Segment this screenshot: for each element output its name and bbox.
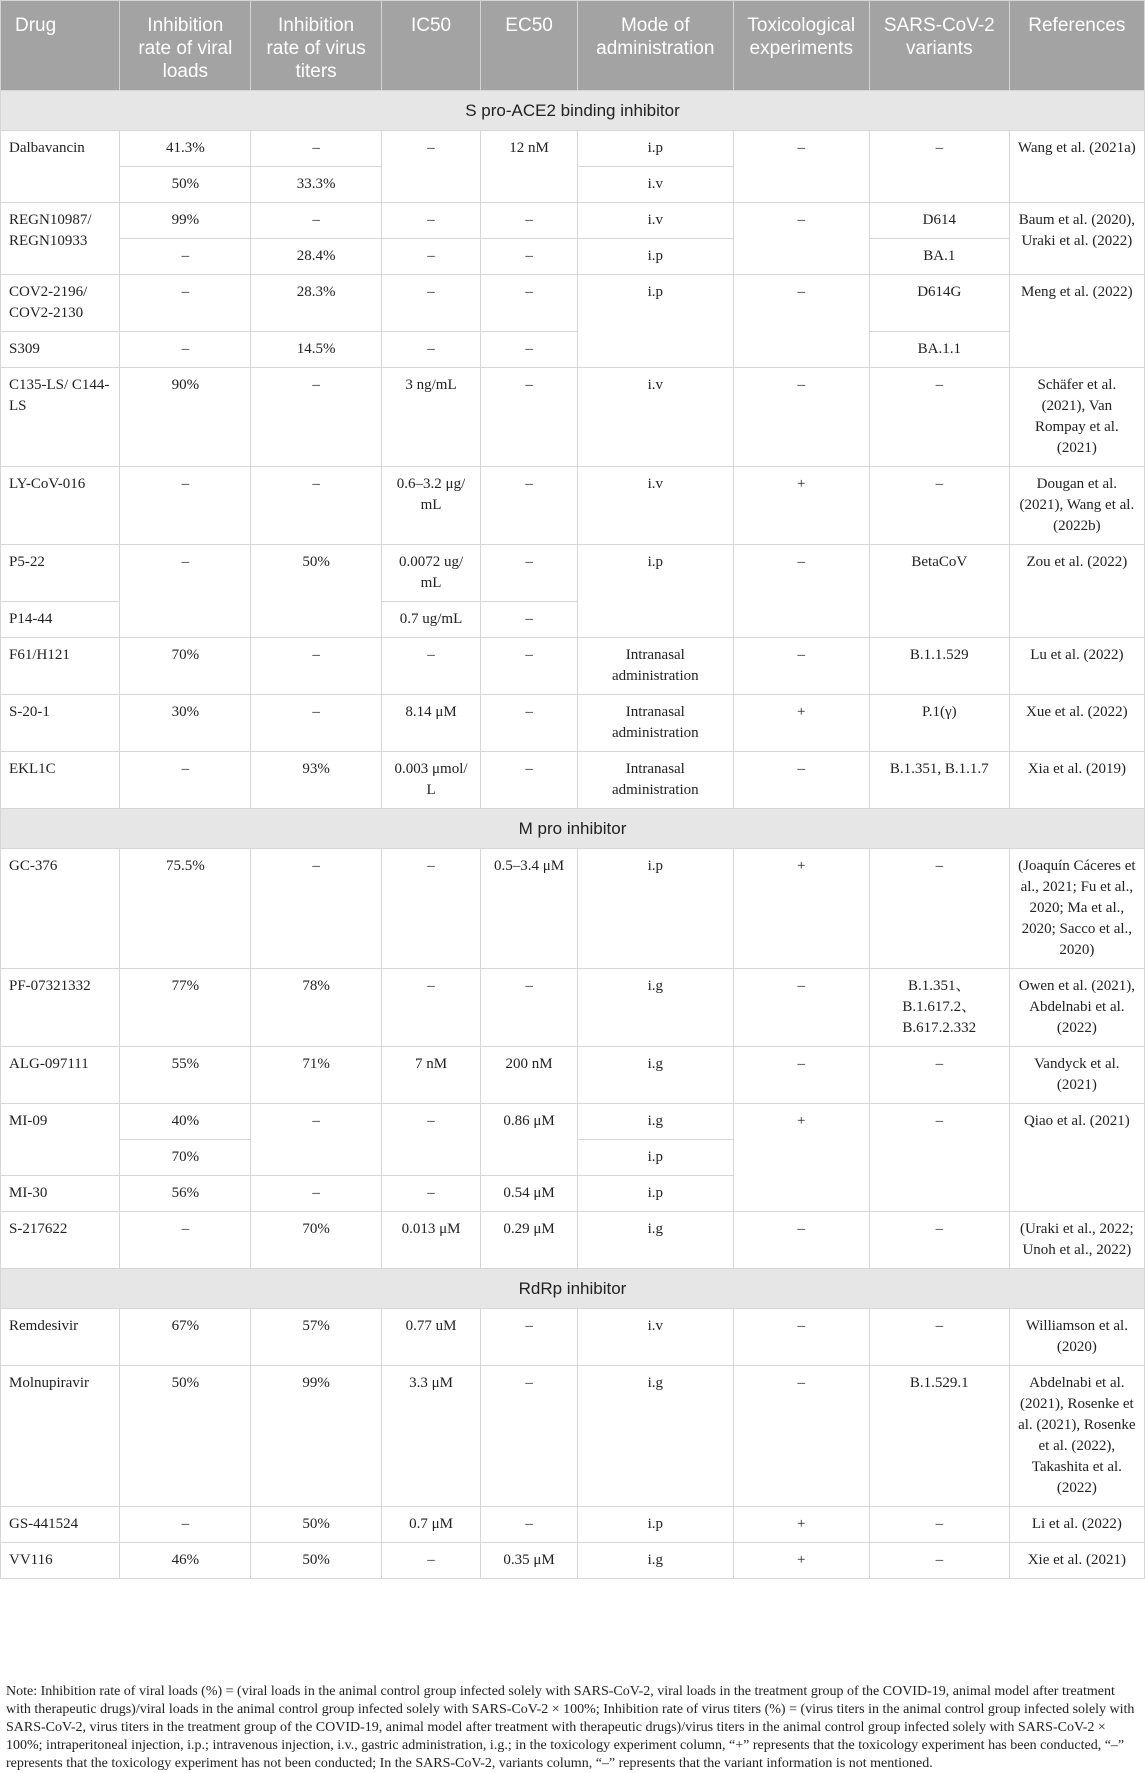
table-row	[1, 467, 1145, 545]
reference-cell: Baum et al. (2020), Uraki et al. (2022)	[1009, 203, 1144, 275]
table-row	[1, 752, 1145, 809]
ic50-cell: 0.6–3.2 μg/ mL	[381, 467, 480, 545]
table-row	[1, 849, 1145, 969]
section-row	[1, 809, 1145, 849]
tox-cell: –	[733, 969, 869, 1047]
ec50-cell: 0.5–3.4 μM	[481, 849, 578, 969]
table-footnote: Note: Inhibition rate of viral loads (%) = (viral loads in the animal control group infected solely with SARS-CoV-2, viral loads in the treatment group of the COVID-19, animal model after treatment with therapeutic drugs)/viral loads in the animal control group infected solely with SARS-CoV-2 × 100%; Inhibition rate of virus titers (%) = (virus titers in the animal control group infected solely with SARS-CoV-2, virus titers in the treatment group of the COVID-19, animal model after treatment with therapeutic drugs)/virus titers in the animal control group infected solely with SARS-CoV-2 × 100%; intraperitoneal injection, i.p.; intravenous injection, i.v., gastric administration, i.g.; in the toxicology experiment column, “+” represents that the toxicology experiment has been conducted, “–” represents that the toxicology experiment has not been conducted; In the SARS-CoV-2, variants column, “–” represents that the variant information is not mentioned.	[6, 1684, 1135, 1771]
titers-cell: 28.4%	[251, 239, 382, 275]
ec50-cell: –	[481, 602, 578, 638]
ic50-cell: –	[381, 203, 480, 239]
header-row	[1, 1, 1145, 91]
variants-cell: B.1.529.1	[869, 1366, 1009, 1507]
titers-cell: 33.3%	[251, 167, 382, 203]
variants-cell: –	[869, 1104, 1009, 1212]
viral-cell: 55%	[120, 1047, 251, 1104]
table-row	[1, 131, 1145, 167]
col-header-references: References	[1009, 1, 1144, 91]
titers-cell: –	[251, 467, 382, 545]
ic50-cell: –	[381, 849, 480, 969]
ic50-cell: –	[381, 638, 480, 695]
titers-cell: 78%	[251, 969, 382, 1047]
col-header-ec50: EC50	[481, 1, 578, 91]
viral-cell: –	[120, 1507, 251, 1543]
section-row	[1, 1269, 1145, 1309]
reference-cell: Owen et al. (2021), Abdelnabi et al. (2022)	[1009, 969, 1144, 1047]
table-row	[1, 203, 1145, 239]
tox-cell: –	[733, 1047, 869, 1104]
table-row	[1, 332, 1145, 368]
variants-cell: –	[869, 467, 1009, 545]
viral-cell: –	[120, 545, 251, 638]
viral-cell: –	[120, 332, 251, 368]
variants-cell: –	[869, 849, 1009, 969]
tox-cell: –	[733, 1366, 869, 1507]
drug-cell: LY-CoV-016	[1, 467, 120, 545]
ic50-cell: 0.7 ug/mL	[381, 602, 480, 638]
tox-cell: –	[733, 752, 869, 809]
ic50-cell: 0.013 μM	[381, 1212, 480, 1269]
col-header-drug: Drug	[1, 1, 120, 91]
drug-cell: Dalbavancin	[1, 131, 120, 203]
ec50-cell: –	[481, 638, 578, 695]
table-row	[1, 1366, 1145, 1507]
tox-cell: +	[733, 1543, 869, 1579]
mode-cell: i.p	[578, 849, 734, 969]
viral-cell: 90%	[120, 368, 251, 467]
col-header-viral-loads: Inhibition rate of viral loads	[120, 1, 251, 91]
ic50-cell: 0.77 uM	[381, 1309, 480, 1366]
titers-cell: –	[251, 203, 382, 239]
drug-cell: Molnupiravir	[1, 1366, 120, 1507]
drug-cell: P14-44	[1, 602, 120, 638]
ec50-cell: 0.35 μM	[481, 1543, 578, 1579]
ic50-cell: –	[381, 969, 480, 1047]
ic50-cell: 7 nM	[381, 1047, 480, 1104]
variants-cell: D614	[869, 203, 1009, 239]
ic50-cell: 8.14 μM	[381, 695, 480, 752]
viral-cell: 70%	[120, 638, 251, 695]
ec50-cell: –	[481, 752, 578, 809]
mode-cell: i.g	[578, 1543, 734, 1579]
drug-cell: ALG-097111	[1, 1047, 120, 1104]
ec50-cell: –	[481, 467, 578, 545]
table-row	[1, 545, 1145, 602]
ec50-cell: –	[481, 1366, 578, 1507]
mode-cell: i.p	[578, 131, 734, 167]
variants-cell: P.1(γ)	[869, 695, 1009, 752]
ic50-cell: –	[381, 1176, 480, 1212]
drug-cell: MI-09	[1, 1104, 120, 1176]
tox-cell: +	[733, 1104, 869, 1212]
tox-cell: –	[733, 368, 869, 467]
mode-cell: i.p	[578, 1176, 734, 1212]
ic50-cell: 0.7 μM	[381, 1507, 480, 1543]
viral-cell: 30%	[120, 695, 251, 752]
titers-cell: –	[251, 1176, 382, 1212]
reference-cell: (Uraki et al., 2022; Unoh et al., 2022)	[1009, 1212, 1144, 1269]
viral-cell: –	[120, 1212, 251, 1269]
ec50-cell: 200 nM	[481, 1047, 578, 1104]
tox-cell: –	[733, 275, 869, 368]
variants-cell: BA.1	[869, 239, 1009, 275]
viral-cell: 77%	[120, 969, 251, 1047]
ec50-cell: –	[481, 368, 578, 467]
variants-cell: –	[869, 1507, 1009, 1543]
mode-cell: i.v	[578, 368, 734, 467]
mode-cell: i.p	[578, 1507, 734, 1543]
table-row	[1, 1047, 1145, 1104]
variants-cell: –	[869, 1047, 1009, 1104]
reference-cell: Li et al. (2022)	[1009, 1507, 1144, 1543]
viral-cell: 50%	[120, 167, 251, 203]
table-row	[1, 638, 1145, 695]
tox-cell: –	[733, 1212, 869, 1269]
table-row	[1, 1309, 1145, 1366]
reference-cell: Meng et al. (2022)	[1009, 275, 1144, 368]
mode-cell: i.v	[578, 1309, 734, 1366]
viral-cell: –	[120, 275, 251, 332]
titers-cell: –	[251, 638, 382, 695]
ic50-cell: –	[381, 239, 480, 275]
drug-cell: S309	[1, 332, 120, 368]
table-row	[1, 1543, 1145, 1579]
ic50-cell: –	[381, 131, 480, 203]
reference-cell: (Joaquín Cáceres et al., 2021; Fu et al., 2020; Ma et al., 2020; Sacco et al., 2020)	[1009, 849, 1144, 969]
mode-cell: Intranasal administration	[578, 638, 734, 695]
mode-cell: i.p	[578, 545, 734, 638]
reference-cell: Xie et al. (2021)	[1009, 1543, 1144, 1579]
ec50-cell: –	[481, 969, 578, 1047]
viral-cell: –	[120, 752, 251, 809]
ic50-cell: 3.3 μM	[381, 1366, 480, 1507]
mode-cell: Intranasal administration	[578, 752, 734, 809]
ec50-cell: 0.29 μM	[481, 1212, 578, 1269]
tox-cell: –	[733, 545, 869, 638]
tox-cell: –	[733, 1309, 869, 1366]
col-header-tox: Toxicological experiments	[733, 1, 869, 91]
viral-cell: 50%	[120, 1366, 251, 1507]
reference-cell: Zou et al. (2022)	[1009, 545, 1144, 638]
ec50-cell: 12 nM	[481, 131, 578, 203]
viral-cell: 70%	[120, 1140, 251, 1176]
ec50-cell: –	[481, 545, 578, 602]
drug-cell: S-217622	[1, 1212, 120, 1269]
titers-cell: –	[251, 1104, 382, 1176]
col-header-mode: Mode of administration	[578, 1, 734, 91]
viral-cell: 56%	[120, 1176, 251, 1212]
ic50-cell: –	[381, 275, 480, 332]
drug-cell: GC-376	[1, 849, 120, 969]
titers-cell: 57%	[251, 1309, 382, 1366]
col-header-virus-titers: Inhibition rate of virus titers	[251, 1, 382, 91]
tox-cell: –	[733, 638, 869, 695]
mode-cell: i.p	[578, 275, 734, 368]
drug-cell: S-20-1	[1, 695, 120, 752]
tox-cell: –	[733, 203, 869, 275]
titers-cell: 50%	[251, 545, 382, 638]
drug-cell: COV2-2196/ COV2-2130	[1, 275, 120, 332]
titers-cell: –	[251, 849, 382, 969]
ec50-cell: –	[481, 275, 578, 332]
reference-cell: Schäfer et al. (2021), Van Rompay et al. (2021)	[1009, 368, 1144, 467]
variants-cell: B.1.1.529	[869, 638, 1009, 695]
drug-cell: PF-07321332	[1, 969, 120, 1047]
variants-cell: –	[869, 1309, 1009, 1366]
table-row	[1, 1507, 1145, 1543]
ic50-cell: –	[381, 332, 480, 368]
section-title: M pro inhibitor	[1, 809, 1145, 849]
titers-cell: 70%	[251, 1212, 382, 1269]
section-title: RdRp inhibitor	[1, 1269, 1145, 1309]
reference-cell: Dougan et al. (2021), Wang et al. (2022b)	[1009, 467, 1144, 545]
ec50-cell: 0.54 μM	[481, 1176, 578, 1212]
table-row	[1, 1104, 1145, 1140]
mode-cell: i.g	[578, 969, 734, 1047]
mode-cell: i.g	[578, 1212, 734, 1269]
col-header-ic50: IC50	[381, 1, 480, 91]
tox-cell: +	[733, 695, 869, 752]
titers-cell: 99%	[251, 1366, 382, 1507]
drug-cell: VV116	[1, 1543, 120, 1579]
titers-cell: –	[251, 695, 382, 752]
viral-cell: –	[120, 467, 251, 545]
ec50-cell: –	[481, 332, 578, 368]
mode-cell: i.g	[578, 1366, 734, 1507]
ec50-cell: 0.86 μM	[481, 1104, 578, 1176]
reference-cell: Williamson et al. (2020)	[1009, 1309, 1144, 1366]
ec50-cell: –	[481, 203, 578, 239]
titers-cell: 71%	[251, 1047, 382, 1104]
mode-cell: i.v	[578, 167, 734, 203]
tox-cell: +	[733, 849, 869, 969]
mode-cell: i.v	[578, 467, 734, 545]
drug-cell: GS-441524	[1, 1507, 120, 1543]
table-row	[1, 695, 1145, 752]
viral-cell: 99%	[120, 203, 251, 239]
col-header-variants: SARS-CoV-2 variants	[869, 1, 1009, 91]
section-row	[1, 91, 1145, 131]
variants-cell: D614G	[869, 275, 1009, 332]
mode-cell: i.p	[578, 239, 734, 275]
mode-cell: i.p	[578, 1140, 734, 1176]
titers-cell: 50%	[251, 1543, 382, 1579]
ec50-cell: –	[481, 1309, 578, 1366]
drug-cell: Remdesivir	[1, 1309, 120, 1366]
viral-cell: 46%	[120, 1543, 251, 1579]
ec50-cell: –	[481, 239, 578, 275]
ic50-cell: 0.003 μmol/ L	[381, 752, 480, 809]
tox-cell: +	[733, 467, 869, 545]
reference-cell: Abdelnabi et al. (2021), Rosenke et al. (2021), Rosenke et al. (2022), Takashita et al. (2022)	[1009, 1366, 1144, 1507]
ic50-cell: 0.0072 ug/ mL	[381, 545, 480, 602]
viral-cell: –	[120, 239, 251, 275]
reference-cell: Vandyck et al. (2021)	[1009, 1047, 1144, 1104]
titers-cell: 93%	[251, 752, 382, 809]
mode-cell: Intranasal administration	[578, 695, 734, 752]
variants-cell: B.1.351, B.1.1.7	[869, 752, 1009, 809]
table-row	[1, 1212, 1145, 1269]
ic50-cell: –	[381, 1543, 480, 1579]
section-title: S pro-ACE2 binding inhibitor	[1, 91, 1145, 131]
variants-cell: –	[869, 131, 1009, 203]
reference-cell: Xia et al. (2019)	[1009, 752, 1144, 809]
mode-cell: i.v	[578, 203, 734, 239]
drug-cell: EKL1C	[1, 752, 120, 809]
reference-cell: Lu et al. (2022)	[1009, 638, 1144, 695]
mode-cell: i.g	[578, 1104, 734, 1140]
drug-cell: P5-22	[1, 545, 120, 602]
titers-cell: –	[251, 131, 382, 167]
titers-cell: –	[251, 368, 382, 467]
drug-cell: MI-30	[1, 1176, 120, 1212]
ic50-cell: 3 ng/mL	[381, 368, 480, 467]
titers-cell: 50%	[251, 1507, 382, 1543]
reference-cell: Wang et al. (2021a)	[1009, 131, 1144, 203]
ic50-cell: –	[381, 1104, 480, 1176]
drug-cell: F61/H121	[1, 638, 120, 695]
ec50-cell: –	[481, 695, 578, 752]
reference-cell: Xue et al. (2022)	[1009, 695, 1144, 752]
titers-cell: 28.3%	[251, 275, 382, 332]
variants-cell: BetaCoV	[869, 545, 1009, 638]
table-row	[1, 275, 1145, 332]
drug-cell: REGN10987/ REGN10933	[1, 203, 120, 275]
variants-cell: –	[869, 368, 1009, 467]
tox-cell: +	[733, 1507, 869, 1543]
table-row	[1, 368, 1145, 467]
drug-cell: C135-LS/ C144-LS	[1, 368, 120, 467]
mode-cell: i.g	[578, 1047, 734, 1104]
variants-cell: –	[869, 1543, 1009, 1579]
reference-cell: Qiao et al. (2021)	[1009, 1104, 1144, 1212]
viral-cell: 41.3%	[120, 131, 251, 167]
table-row	[1, 239, 1145, 275]
viral-cell: 67%	[120, 1309, 251, 1366]
variants-cell: –	[869, 1212, 1009, 1269]
titers-cell: 14.5%	[251, 332, 382, 368]
viral-cell: 75.5%	[120, 849, 251, 969]
tox-cell: –	[733, 131, 869, 203]
ec50-cell: –	[481, 1507, 578, 1543]
viral-cell: 40%	[120, 1104, 251, 1140]
variants-cell: BA.1.1	[869, 332, 1009, 368]
variants-cell: B.1.351、 B.1.617.2、 B.617.2.332	[869, 969, 1009, 1047]
table-row	[1, 969, 1145, 1047]
